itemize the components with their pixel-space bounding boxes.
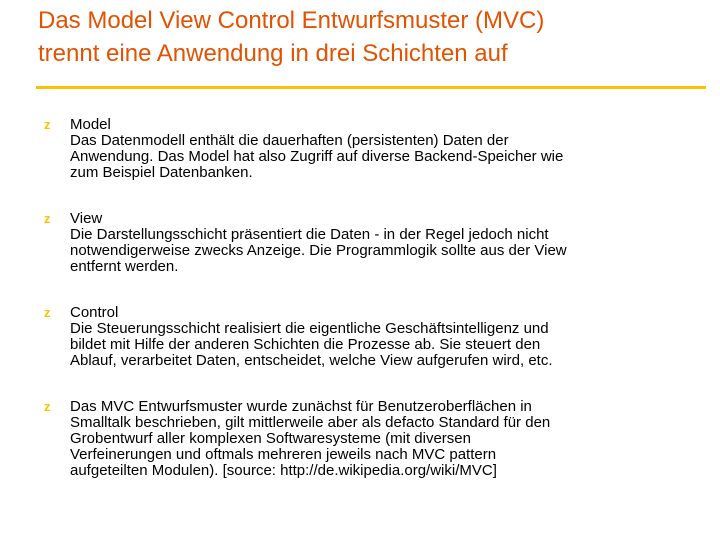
- bullet-marker-icon: z: [44, 399, 51, 414]
- bullet-heading: View: [70, 210, 103, 227]
- bullet-model: [44, 117, 704, 181]
- bullet-marker-icon: z: [44, 211, 51, 226]
- bullet-text-line: notwendigerweise zwecks Anzeige. Die Programmlogik sollte aus der View: [70, 242, 567, 259]
- bullet-text-line: Grobentwurf aller komplexen Softwaresysteme (mit diversen: [70, 430, 471, 447]
- bullet-text-line: zum Beispiel Datenbanken.: [70, 164, 253, 181]
- bullet-list: [44, 117, 704, 479]
- bullet-heading: Model: [70, 116, 111, 133]
- bullet-text-line: Verfeinerungen und oftmals mehreren jeweils nach MVC pattern: [70, 446, 497, 463]
- bullet-view: [44, 211, 704, 275]
- bullet-text-line: Anwendung. Das Model hat also Zugriff auf diverse Backend-Speicher wie: [70, 148, 564, 165]
- bullet-text-line: Die Steuerungsschicht realisiert die eigentliche Geschäftsintelligenz und: [70, 320, 549, 337]
- bullet-marker-icon: z: [44, 117, 51, 132]
- slide-title: [38, 4, 698, 70]
- bullet-text-line: bildet mit Hilfe der anderen Schichten die Prozesse ab. Sie steuert den: [70, 336, 541, 353]
- bullet-mvc-summary: [44, 399, 704, 479]
- slide-title-line: Das Model View Control Entwurfsmuster (MVC): [38, 7, 545, 34]
- bullet-text-line: Die Darstellungsschicht präsentiert die Daten - in der Regel jedoch nicht: [70, 226, 549, 243]
- bullet-text-line: aufgeteilten Modulen). [source: http://de.wikipedia.org/wiki/MVC]: [70, 462, 497, 479]
- bullet-text-line: entfernt werden.: [70, 258, 179, 275]
- bullet-text-line: Das MVC Entwurfsmuster wurde zunächst für Benutzeroberflächen in: [70, 398, 532, 415]
- title-underline-rule: [36, 86, 706, 89]
- bullet-heading: Control: [70, 304, 119, 321]
- bullet-marker-icon: z: [44, 305, 51, 320]
- bullet-text-line: Ablauf, verarbeitet Daten, entscheidet, welche View aufgerufen wird, etc.: [70, 352, 553, 369]
- bullet-text-line: Das Datenmodell enthält die dauerhaften (persistenten) Daten der: [70, 132, 509, 149]
- bullet-control: [44, 305, 704, 369]
- bullet-text-line: Smalltalk beschrieben, gilt mittlerweile aber als defacto Standard für den: [70, 414, 551, 431]
- slide-title-line: trennt eine Anwendung in drei Schichten auf: [38, 40, 508, 67]
